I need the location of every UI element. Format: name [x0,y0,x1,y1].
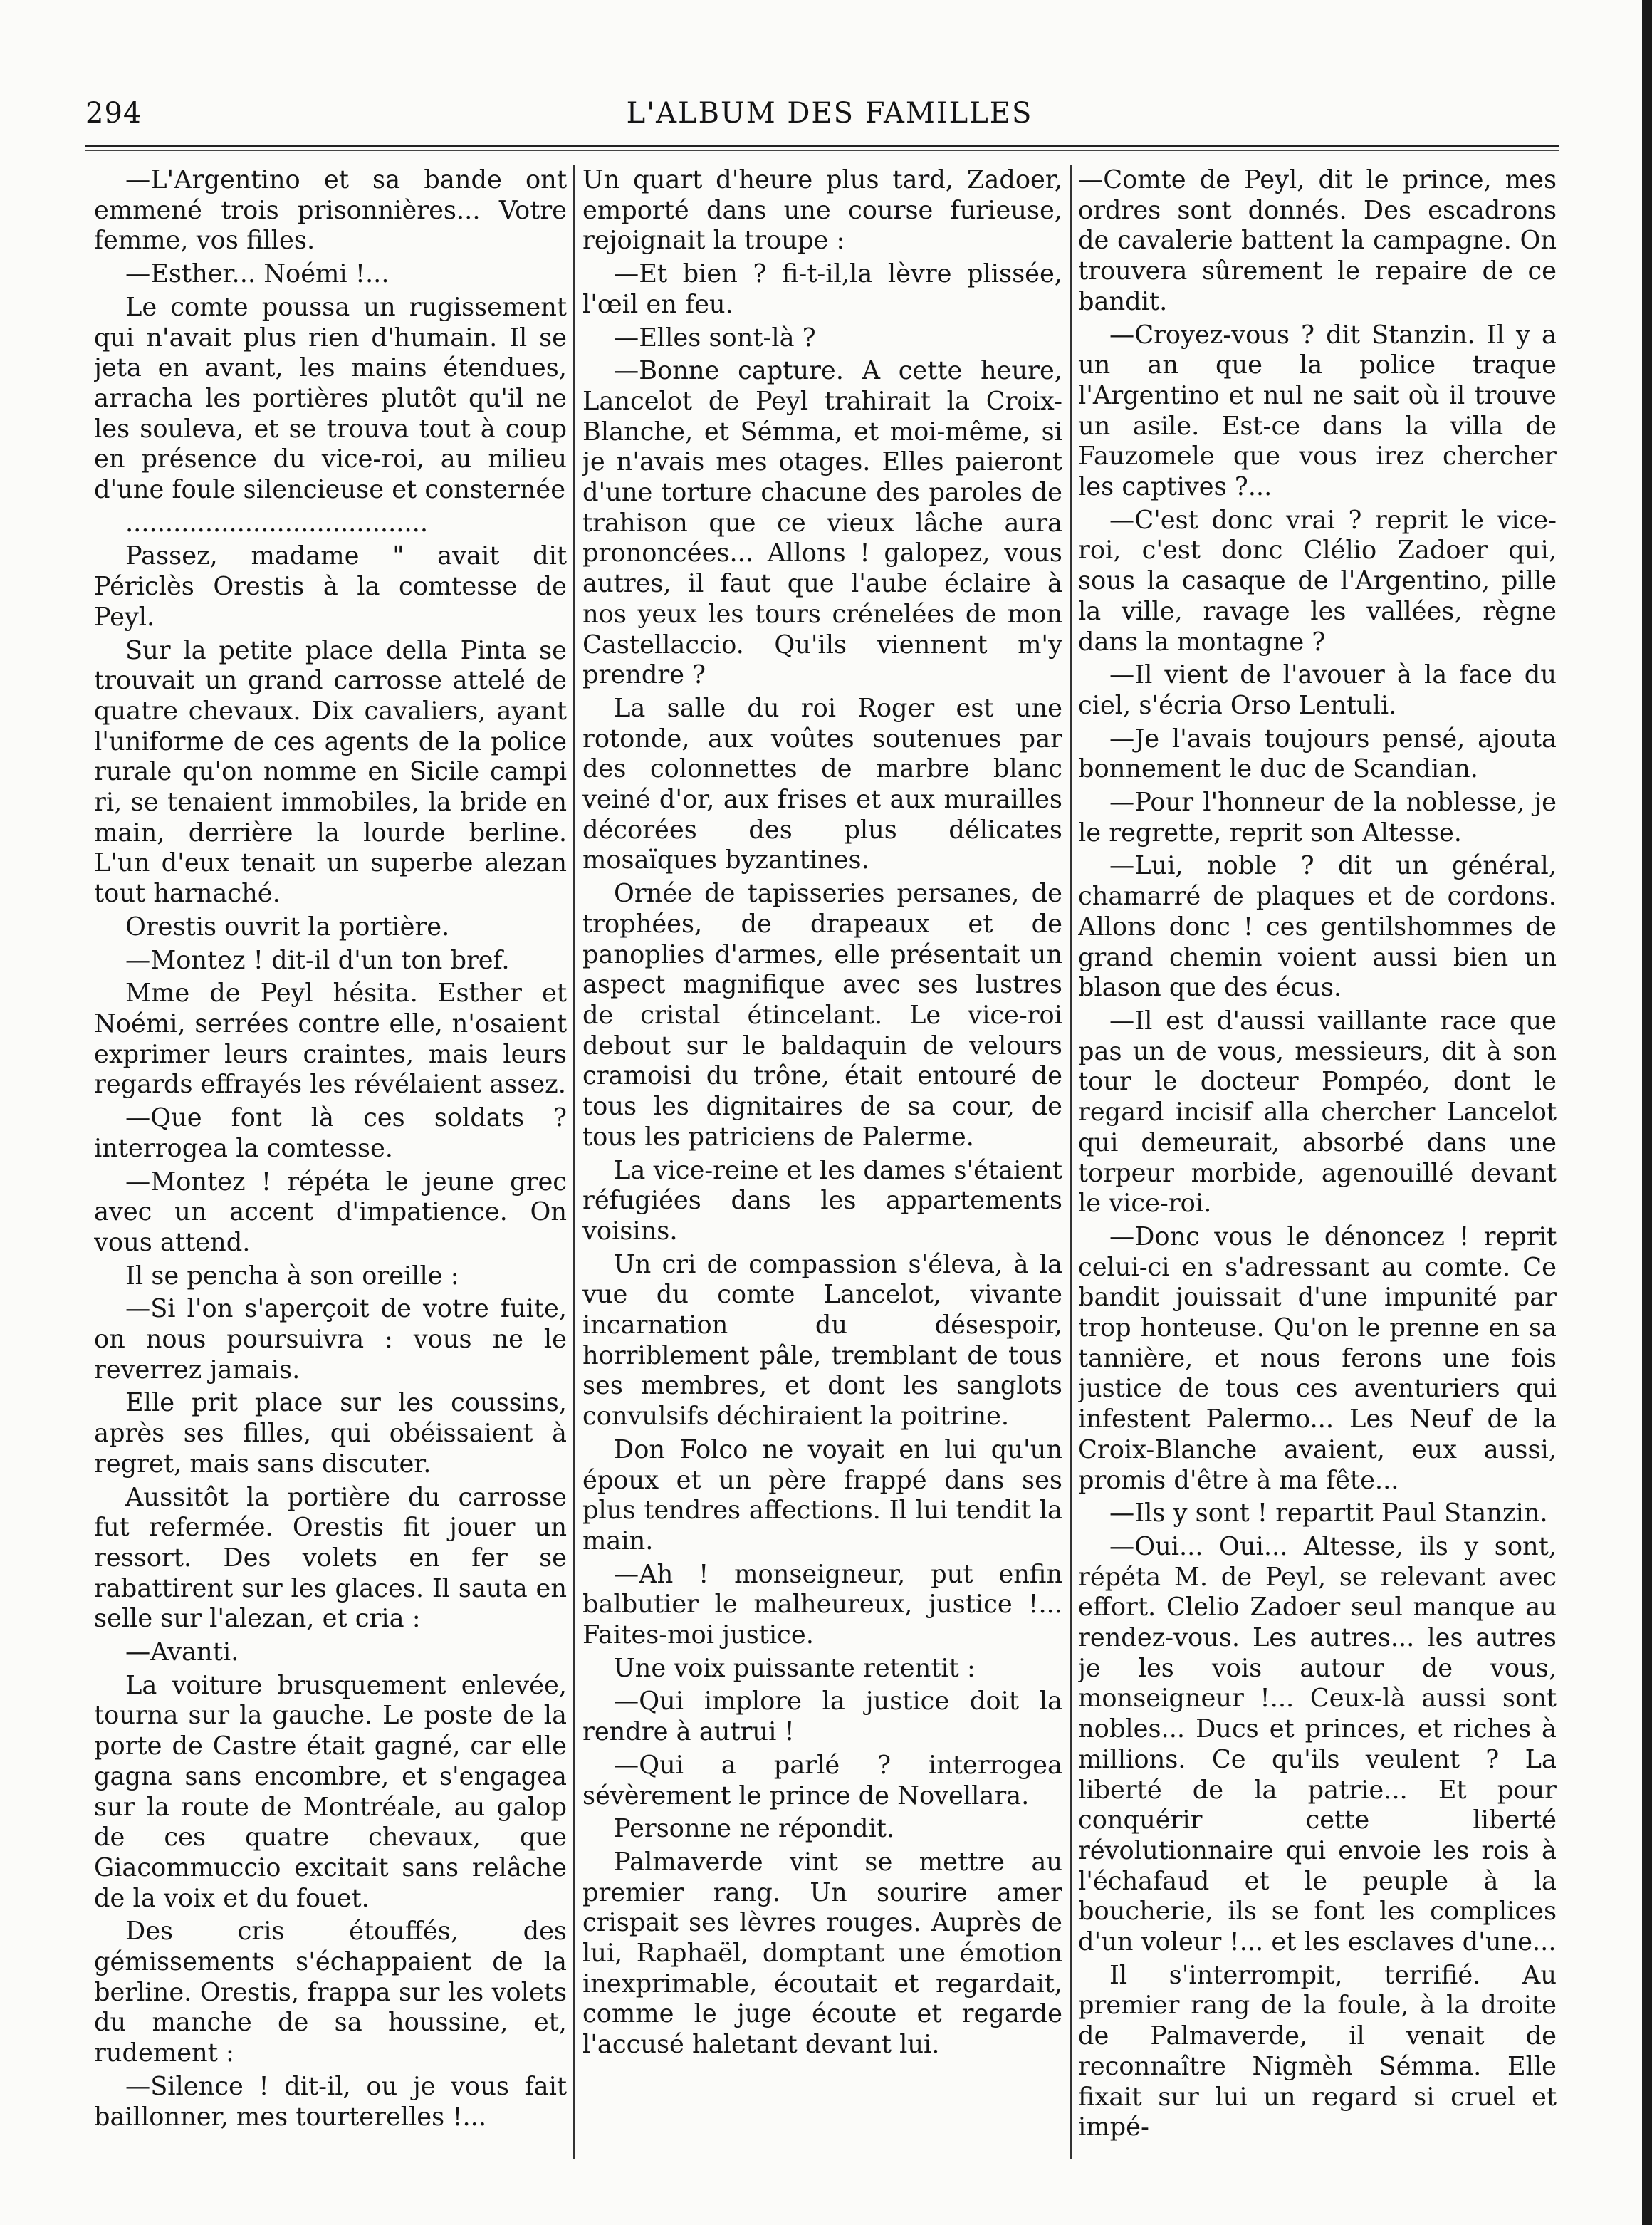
paragraph: —Bonne capture. A cette heure, Lancelot de Peyl trahirait la Croix-Blanche, et Sémma, et moi-même, si je n'avais mes otages. Elles paieront d'une torture chacune des paroles de trahison que ce vieux lâche aura prononcées... Allons ! galopez, vous autres, il faut que l'aube éclaire à nos yeux les tours crénelées de mon Castellaccio. Qu'ils viennent m'y prendre ? [582,356,1062,690]
paragraph: Le comte poussa un rugissement qui n'avait plus rien d'humain. Il se jeta en avant, les mains étendues, arracha les portières plutôt qu'il ne les souleva, et se trouva tout à coup en présence du vice-roi, au milieu d'une foule silencieuse et consternée [94,292,567,505]
header-rule [85,145,1559,151]
paragraph: Un quart d'heure plus tard, Zadoer, emporté dans une course furieuse, rejoignait la troupe : [582,165,1062,256]
paragraph: Mme de Peyl hésita. Esther et Noémi, serrées contre elle, n'osaient exprimer leurs craintes, mais leurs regards effrayés les révélaient assez. [94,979,567,1100]
text-column-2 [582,165,1062,2159]
column-divider [1070,165,1072,2159]
paragraph: —Esther... Noémi !... [125,259,390,289]
paragraph: —Je l'avais toujours pensé, ajouta bonnement le duc de Scandian. [1078,724,1557,784]
page-header [85,97,1574,140]
paragraph: Il s'interrompit, terrifié. Au premier rang de la foule, à la droite de Palmaverde, il venait de reconnaître Nigmèh Sémma. Elle fixait sur lui un regard si cruel et impé- [1078,1960,1557,2142]
paragraph: —Il est d'aussi vaillante race que pas un de vous, messieurs, dit à son tour le docteur Pompéo, dont le regard incisif alla chercher Lancelot qui demeurait, absorbé dans une torpeur morbide, agenouillé devant le vice-roi. [1078,1006,1557,1219]
page-number: 294 [85,97,142,130]
paragraph: —Croyez-vous ? dit Stanzin. Il y a un an que la police traque l'Argentino et nul ne sait où il trouve un asile. Est-ce dans la villa de Fauzomele que vous irez chercher les captives ?... [1078,320,1557,502]
paragraph: —Et bien ? fi-t-il,la lèvre plissée, l'œil en feu. [582,259,1062,319]
paragraph: —C'est donc vrai ? reprit le vice-roi, c'est donc Clélio Zadoer qui, sous la casaque de l'Argentino, pille la ville, ravage les vallées, règne dans la montagne ? [1078,505,1557,657]
paragraph: La salle du roi Roger est une rotonde, aux voûtes soutenues par des colonnettes de marbre blanc veiné d'or, aux frises et aux murailles décorées des plus délicates mosaïques byzantines. [582,693,1062,875]
paragraph: —Montez ! dit-il d'un ton bref. [125,945,510,975]
paragraph: La vice-reine et les dames s'étaient réfugiées dans les appartements voisins. [582,1155,1062,1246]
paragraph: Sur la petite place della Pinta se trouvait un grand carrosse attelé de quatre chevaux. Dix cavaliers, ayant l'uniforme de ces agents de la police rurale qu'on nomme en Sicile campi ri, se tenaient immobiles, la bride en main, derrière la lourde berline. L'un d'eux tenait un superbe alezan tout harnaché. [94,635,567,909]
paragraph: Personne ne répondit. [614,1814,895,1844]
paragraph: Des cris étouffés, des gémissements s'échappaient de la berline. Orestis, frappa sur les volets du manche de sa houssine, et, rudement : [94,1917,567,2068]
paragraph: —Comte de Peyl, dit le prince, mes ordres sont donnés. Des escadrons de cavalerie battent la campagne. On trouvera sûrement le repaire de ce bandit. [1078,165,1557,316]
paragraph: Orestis ouvrit la portière. [125,912,450,942]
paragraph: —Ils y sont ! repartit Paul Stanzin. [1109,1499,1548,1528]
paragraph: Une voix puissante retentit : [614,1653,976,1683]
paragraph: —Avanti. [125,1637,239,1667]
paragraph: Aussitôt la portière du carrosse fut refermée. Orestis fit jouer un ressort. Des volets en fer se rabattirent sur les glaces. Il sauta en selle sur l'alezan, et cria : [94,1482,567,1634]
paragraph: Don Folco ne voyait en lui qu'un époux et un père frappé dans ses plus tendres affections. Il lui tendit la main. [582,1434,1062,1556]
paragraph: —Lui, noble ? dit un général, chamarré de plaques et de cordons. Allons donc ! ces gentilshommes de grand chemin voient aussi bien un blason que des écus. [1078,851,1557,1003]
column-divider [573,165,575,2159]
paragraph: ...................................... [125,508,429,538]
paragraph: —L'Argentino et sa bande ont emmené trois prisonnières... Votre femme, vos filles. [94,165,567,256]
paragraph: —Que font là ces soldats ? interrogea la comtesse. [94,1103,567,1163]
paragraph: Palmaverde vint se mettre au premier rang. Un sourire amer crispait ses lèvres rouges. Auprès de lui, Raphaël, domptant une émotion inexprimable, écoutait et regardait, comme le juge écoute et regarde l'accusé haletant devant lui. [582,1847,1062,2060]
page-edge [1642,0,1652,2225]
paragraph: —Montez ! répéta le jeune grec avec un accent d'impatience. On vous attend. [94,1167,567,1257]
paragraph: —Qui implore la justice doit la rendre à autrui ! [582,1687,1062,1747]
paragraph: —Donc vous le dénoncez ! reprit celui-ci en s'adressant au comte. Ce bandit jouissait d'une impunité par trop honteuse. Qu'on le prenne en sa tannière, et nous ferons une fois justice de tous ces aventuriers qui infestent Palermo... Les Neuf de la Croix-Blanche avaient, eux aussi, promis d'être à ma fête... [1078,1221,1557,1495]
paragraph: —Oui... Oui... Altesse, ils y sont, répéta M. de Peyl, se relevant avec effort. Clelio Zadoer seul manque au rendez-vous. Les autres... les autres je les vois autour de vous, monseigneur !... Ceux-là aussi sont nobles... Ducs et princes, et riches à millions. Ce qu'ils veulent ? La liberté de la patrie... Et pour conquérir cette liberté révolutionnaire qui envoie les rois à l'échafaud et le peuple à la boucherie, ils se font les complices d'un voleur !... et les esclaves d'une... [1078,1531,1557,1957]
paragraph: —Elles sont-là ? [614,323,816,353]
text-column-1 [94,165,567,2159]
paragraph: —Il vient de l'avouer à la face du ciel, s'écria Orso Lentuli. [1078,660,1557,720]
paragraph: Elle prit place sur les coussins, après ses filles, qui obéissaient à regret, mais sans discuter. [94,1388,567,1479]
text-column-3 [1078,165,1557,2159]
paragraph: Ornée de tapisseries persanes, de trophées, de drapeaux et de panoplies d'armes, elle présentait un aspect magnifique avec ses lustres de cristal étincelant. Le vice-roi debout sur le baldaquin de velours cramoisi du trône, était entouré de tous les dignitaires de sa cour, de tous les patriciens de Palerme. [582,879,1062,1152]
journal-title: L'ALBUM DES FAMILLES [626,97,1033,130]
paragraph: —Pour l'honneur de la noblesse, je le regrette, reprit son Altesse. [1078,788,1557,848]
paragraph: —Ah ! monseigneur, put enfin balbutier le malheureux, justice !... Faites-moi justice. [582,1559,1062,1650]
paragraph: —Silence ! dit-il, ou je vous fait baillonner, mes tourterelles !... [94,2071,567,2132]
paragraph: La voiture brusquement enlevée, tourna sur la gauche. Le poste de la porte de Castre était gagné, car elle gagna sans encombre, et s'engagea sur la route de Montréale, au galop de ces quatre chevaux, que Giacommuccio excitait sans relâche de la voix et du fouet. [94,1670,567,1913]
paragraph: Passez, madame " avait dit Périclès Orestis à la comtesse de Peyl. [94,541,567,632]
paragraph: —Qui a parlé ? interrogea sévèrement le prince de Novellara. [582,1750,1062,1810]
paragraph: Un cri de compassion s'éleva, à la vue du comte Lancelot, vivante incarnation du désespoir, horriblement pâle, tremblant de tous ses membres, et dont les sanglots convulsifs déchiraient la poitrine. [582,1249,1062,1432]
paragraph: —Si l'on s'aperçoit de votre fuite, on nous poursuivra : vous ne le reverrez jamais. [94,1294,567,1385]
paragraph: Il se pencha à son oreille : [125,1261,459,1291]
